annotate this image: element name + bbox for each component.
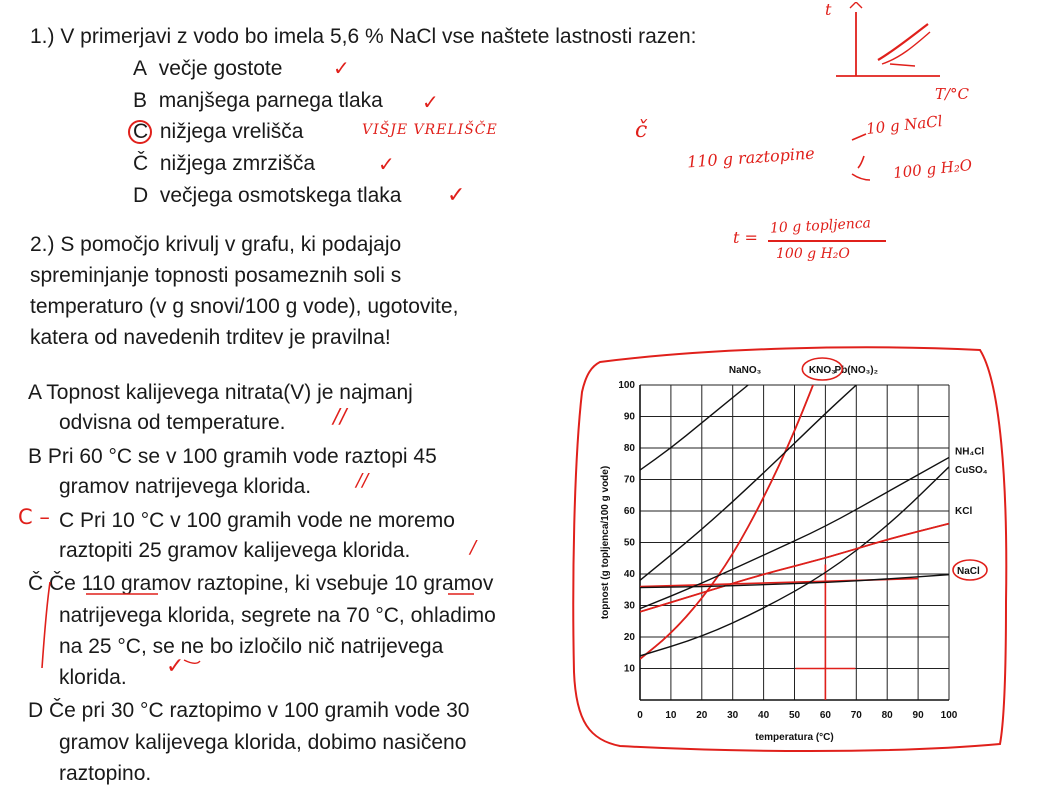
y-tick-label: 100 bbox=[618, 380, 635, 391]
x-tick-label: 20 bbox=[696, 710, 708, 721]
series-label: Pb(NO₃)₂ bbox=[834, 365, 879, 376]
q1-option-cc: Č nižjega zmrzišča bbox=[133, 152, 316, 175]
y-tick-label: 90 bbox=[623, 411, 635, 423]
q2-intro-line: 2.) S pomočjo krivulj v grafu, ki podajajo bbox=[30, 233, 402, 256]
series-label: KNO₃ bbox=[808, 365, 836, 376]
sketch-graph bbox=[820, 2, 950, 84]
y-tick-label: 40 bbox=[623, 569, 635, 580]
formula-bar bbox=[768, 240, 886, 242]
x-tick-label: 50 bbox=[788, 710, 801, 721]
x-tick-label: 30 bbox=[727, 710, 739, 721]
q1-option-c: C nižjega vrelišča bbox=[133, 120, 304, 143]
x-tick-label: 100 bbox=[940, 710, 958, 721]
series-label: NaCl bbox=[957, 566, 980, 577]
y-tick-label: 30 bbox=[623, 600, 635, 612]
strike-mark-a: // bbox=[333, 404, 347, 428]
y-tick-label: 10 bbox=[623, 663, 635, 675]
series-line bbox=[640, 385, 856, 580]
formula-denominator: 100 g H₂O bbox=[776, 246, 850, 262]
strike-mark-c: / bbox=[470, 537, 477, 558]
q2-option-cc-line: Č Če 110 gramov raztopine, ki vsebuje 10 gramov bbox=[28, 572, 494, 595]
q2-option-d-line: raztopino. bbox=[59, 762, 152, 785]
series-label: CuSO₄ bbox=[955, 465, 988, 477]
y-tick-label: 20 bbox=[623, 632, 635, 643]
series-label: NaNO₃ bbox=[728, 365, 762, 376]
check-mark-a: ✓ bbox=[333, 56, 350, 80]
handwritten-visje-vrelisce: VIŠJE VRELIŠČE bbox=[362, 122, 498, 138]
formula-lhs: t = bbox=[733, 228, 758, 247]
q2-option-cc-line: na 25 °C, se ne bo izločilo nič natrijevega bbox=[59, 635, 444, 658]
q2-option-cc-line: natrijevega klorida, segrete na 70 °C, ohladimo bbox=[59, 604, 496, 627]
check-mark-b: ✓ bbox=[422, 90, 439, 114]
q2-option-a-line: odvisna od temperature. bbox=[59, 411, 286, 434]
note-solution-mass: 110 g raztopine bbox=[686, 143, 816, 172]
note-water-mass: 100 g H₂O bbox=[892, 155, 973, 183]
x-tick-label: 90 bbox=[912, 710, 924, 721]
chart-frame-annotation bbox=[573, 347, 1006, 751]
q1-option-b: B manjšega parnega tlaka bbox=[133, 89, 383, 112]
series-label: NH₄Cl bbox=[955, 446, 985, 458]
q2-option-c-line: C Pri 10 °C v 100 gramih vode ne moremo bbox=[59, 509, 455, 532]
q2-option-b-line: B Pri 60 °C se v 100 gramih vode raztopi 45 bbox=[28, 445, 437, 468]
q1-option-d: D večjega osmotskega tlaka bbox=[133, 184, 402, 207]
x-tick-label: 40 bbox=[758, 710, 770, 721]
note-nacl-mass: 10 g NaCl bbox=[865, 112, 944, 138]
y-tick-label: 50 bbox=[623, 537, 635, 549]
question-1-title: 1.) V primerjavi z vodo bo imela 5,6 % NaCl vse naštete lastnosti razen: bbox=[30, 25, 697, 48]
q2-intro-line: spreminjanje topnosti posameznih soli s bbox=[30, 264, 402, 287]
x-tick-label: 0 bbox=[637, 710, 643, 721]
y-tick-label: 60 bbox=[623, 506, 635, 517]
x-tick-label: 80 bbox=[881, 710, 893, 721]
strike-mark-b: // bbox=[356, 470, 369, 491]
side-mark-c: C – bbox=[18, 505, 50, 529]
check-mark-q2-cc: ✓ bbox=[166, 654, 185, 679]
note-c-hat: č bbox=[635, 118, 648, 143]
q2-option-a-line: A Topnost kalijevega nitrata(V) je najmanj bbox=[28, 381, 413, 404]
y-axis-label: topnost (g topljenca/100 g vode) bbox=[600, 465, 611, 620]
note-bracket bbox=[846, 128, 886, 184]
q2-option-cc-line: klorida. bbox=[59, 666, 127, 689]
formula-numerator: 10 g topljenca bbox=[769, 215, 872, 237]
q2-intro-line: temperaturo (v g snovi/100 g vode), ugotovite, bbox=[30, 295, 459, 318]
x-tick-label: 60 bbox=[819, 710, 831, 721]
q2-option-b-line: gramov natrijevega klorida. bbox=[59, 475, 312, 498]
x-axis-label: temperatura (°C) bbox=[755, 732, 834, 743]
q1-option-a: A večje gostote bbox=[133, 57, 283, 80]
check-mark-d: ✓ bbox=[447, 183, 466, 208]
x-tick-label: 10 bbox=[665, 710, 677, 721]
solubility-chart bbox=[560, 342, 1030, 762]
y-tick-label: 80 bbox=[623, 443, 635, 454]
series-label: KCl bbox=[955, 506, 973, 518]
axis-label-t: t bbox=[825, 0, 832, 19]
q2-option-d-line: D Če pri 30 °C raztopimo v 100 gramih vode 30 bbox=[28, 699, 470, 722]
axis-label-temperature: T/°C bbox=[935, 85, 970, 103]
q2-intro-line: katera od navedenih trditev je pravilna! bbox=[30, 326, 391, 349]
x-tick-label: 70 bbox=[850, 710, 862, 721]
q2-option-c-line: raztopiti 25 gramov kalijevega klorida. bbox=[59, 539, 411, 562]
q2-option-d-line: gramov kalijevega klorida, dobimo nasičeno bbox=[59, 731, 467, 754]
y-tick-label: 70 bbox=[623, 474, 635, 486]
check-mark-cc: ✓ bbox=[378, 152, 395, 176]
